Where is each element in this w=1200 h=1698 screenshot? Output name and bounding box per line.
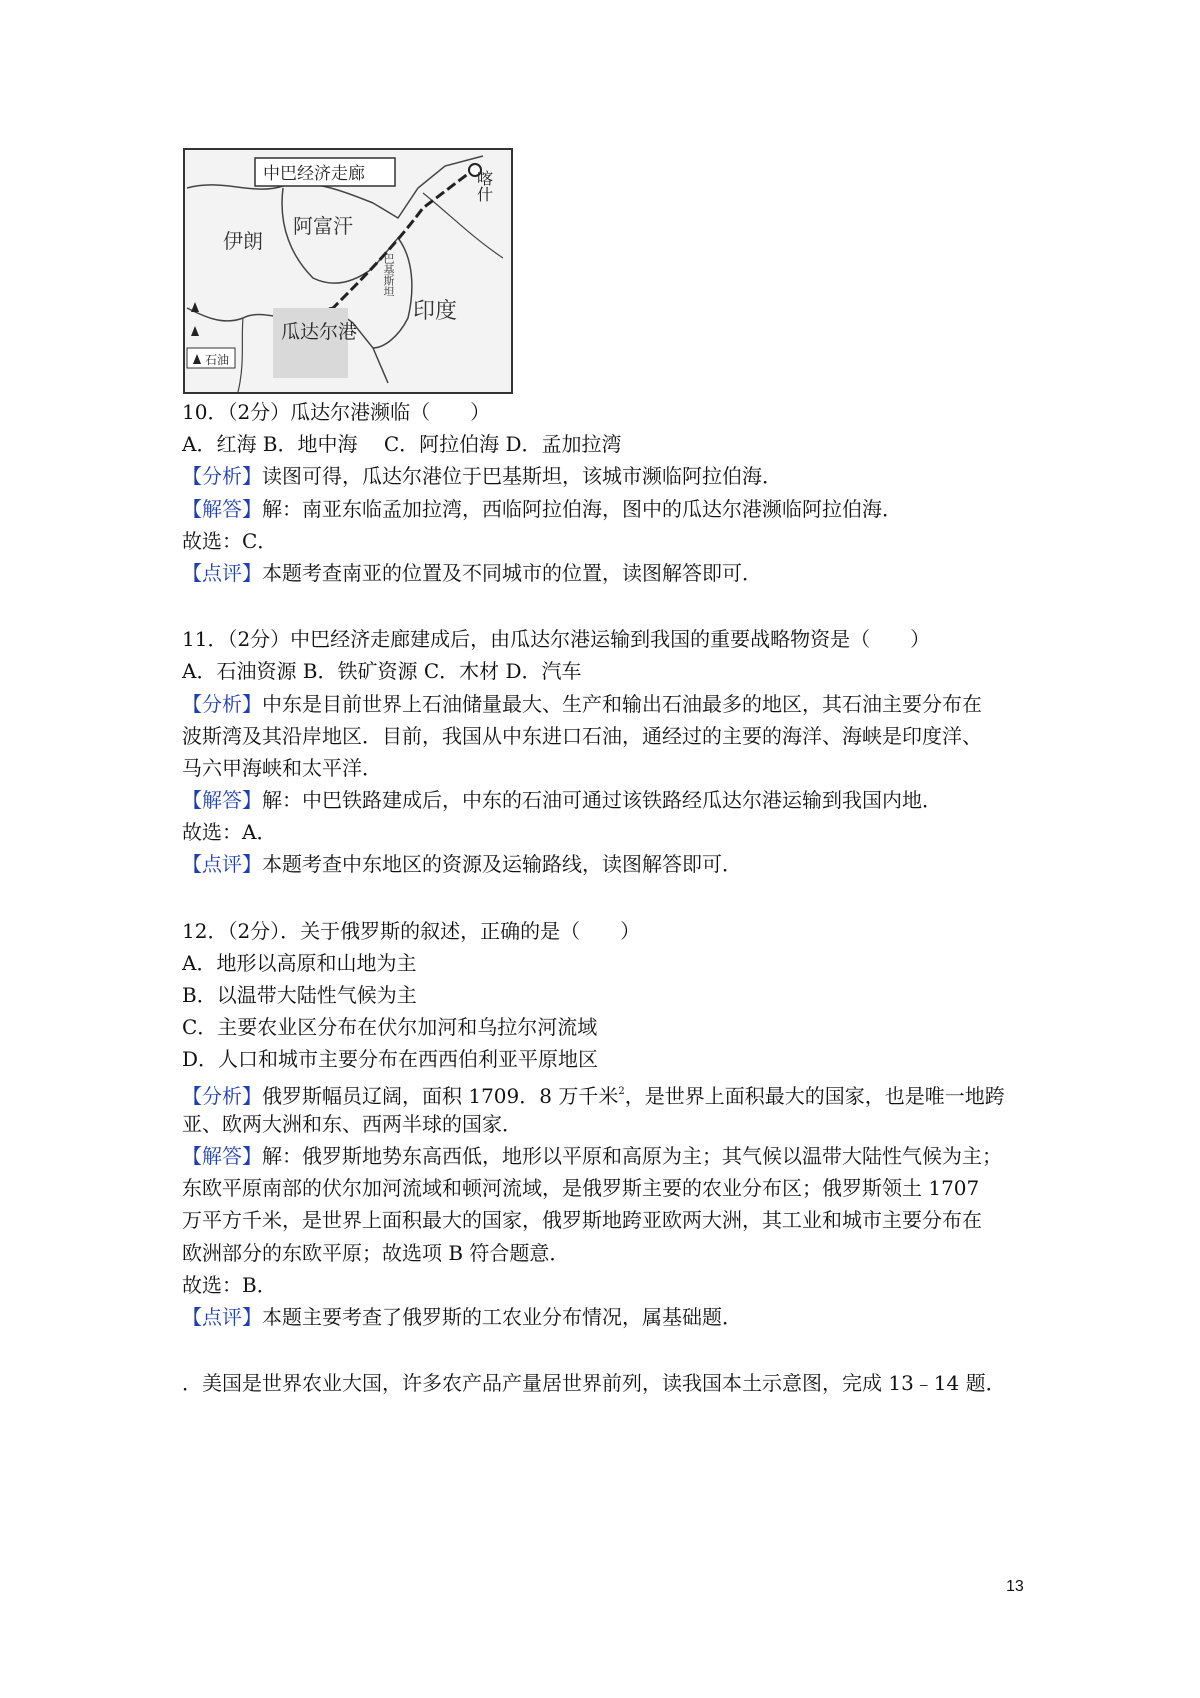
page-number: 13 <box>1006 1578 1024 1595</box>
next-section-intro: ．美国是世界农业大国，许多农产品产量居世界前列，读我国本土示意图，完成 13﹣14 题． <box>182 1371 1006 1396</box>
q12-answer-cont: 东欧平原南部的伏尔加河流域和顿河流域，是俄罗斯主要的农业分布区；俄罗斯领土 1707 <box>182 1176 980 1201</box>
q10-analysis: 【分析】读图可得，瓜达尔港位于巴基斯坦，该城市濒临阿拉伯海． <box>182 464 782 489</box>
q12-option-d: D．人口和城市主要分布在西西伯利亚平原地区 <box>182 1047 599 1072</box>
legend-oil-label: 石油 <box>205 353 230 367</box>
q10-comment: 【点评】本题考查南亚的位置及不同城市的位置，读图解答即可． <box>182 560 762 585</box>
map-label-pakistan: 巴基斯坦 <box>382 253 394 297</box>
cpec-map-figure <box>183 148 513 394</box>
q12-analysis: 【分析】俄罗斯幅员辽阔，面积 1709．8 万千米$^2$，是世界上面积最大的国家，也是唯一地跨 <box>182 1083 1005 1108</box>
q12-comment: 【点评】本题主要考查了俄罗斯的工农业分布情况，属基础题． <box>182 1304 742 1329</box>
q12-answer-cont: 欧洲部分的东欧平原；故选项 B 符合题意． <box>182 1240 570 1265</box>
map-label-india: 印度 <box>413 298 458 323</box>
map-label-kashgar: 喀什 <box>474 170 492 202</box>
q12-option-b: B．以温带大陆性气候为主 <box>182 983 417 1007</box>
map-title: 中巴经济走廊 <box>263 164 365 183</box>
q11-options: A．石油资源 B．铁矿资源 C．木材 D．汽车 <box>182 659 582 684</box>
q10-options: A．红海 B．地中海 C．阿拉伯海 D．孟加拉湾 <box>182 432 622 457</box>
q11-answer: 【解答】解：中巴铁路建成后，中东的石油可通过该铁路经瓜达尔港运输到我国内地． <box>182 788 942 813</box>
q11-analysis: 【分析】中东是目前世界上石油储量最大、生产和输出石油最多的地区，其石油主要分布在 <box>182 691 982 716</box>
q12-answer: 【解答】解：俄罗斯地势东高西低，地形以平原和高原为主；其气候以温带大陆性气候为主； <box>182 1143 1002 1168</box>
q12-stem: 12．（2分）．关于俄罗斯的叙述，正确的是（ ） <box>182 918 641 943</box>
q11-analysis-cont: 波斯湾及其沿岸地区．目前，我国从中东进口石油，通经过的主要的海洋、海峡是印度洋、 <box>182 723 982 748</box>
q11-comment: 【点评】本题考查中东地区的资源及运输路线，读图解答即可． <box>182 852 742 877</box>
comment-tag: 【点评】 <box>182 560 262 585</box>
q10-choice: 故选：C． <box>182 528 278 553</box>
map-label-iran: 伊朗 <box>223 231 263 253</box>
q10-stem: 10．（2分）瓜达尔港濒临（ ） <box>182 400 491 424</box>
answer-tag: 【解答】 <box>182 496 262 521</box>
q11-analysis-cont: 马六甲海峡和太平洋． <box>182 755 382 780</box>
map-label-afghanistan: 阿富汗 <box>293 216 353 238</box>
q11-stem: 11．（2分）中巴经济走廊建成后，由瓜达尔港运输到我国的重要战略物资是（ ） <box>182 627 931 652</box>
q12-option-c: C．主要农业区分布在伏尔加河和乌拉尔河流域 <box>182 1015 598 1040</box>
comment-tag: 【点评】 <box>182 852 262 877</box>
analysis-tag: 【分析】 <box>182 1083 262 1108</box>
analysis-tag: 【分析】 <box>182 691 262 716</box>
document-body <box>182 396 1042 1399</box>
q12-option-a: A．地形以高原和山地为主 <box>182 950 417 975</box>
gwadar-highlight <box>273 308 348 378</box>
q12-answer-cont: 万平方千米，是世界上面积最大的国家，俄罗斯地跨亚欧两大洲，其工业和城市主要分布在 <box>182 1208 982 1233</box>
answer-tag: 【解答】 <box>182 788 262 813</box>
q12-choice: 故选：B． <box>182 1272 277 1297</box>
cpec-map <box>183 148 513 394</box>
q11-choice: 故选：A． <box>182 820 277 845</box>
answer-tag: 【解答】 <box>182 1143 262 1168</box>
analysis-tag: 【分析】 <box>182 464 262 489</box>
comment-tag: 【点评】 <box>182 1304 262 1329</box>
q12-analysis-cont: 亚、欧两大洲和东、西两半球的国家． <box>182 1111 522 1136</box>
q10-answer: 【解答】解：南亚东临孟加拉湾，西临阿拉伯海，图中的瓜达尔港濒临阿拉伯海． <box>182 496 902 521</box>
map-label-gwadar: 瓜达尔港 <box>281 322 358 343</box>
